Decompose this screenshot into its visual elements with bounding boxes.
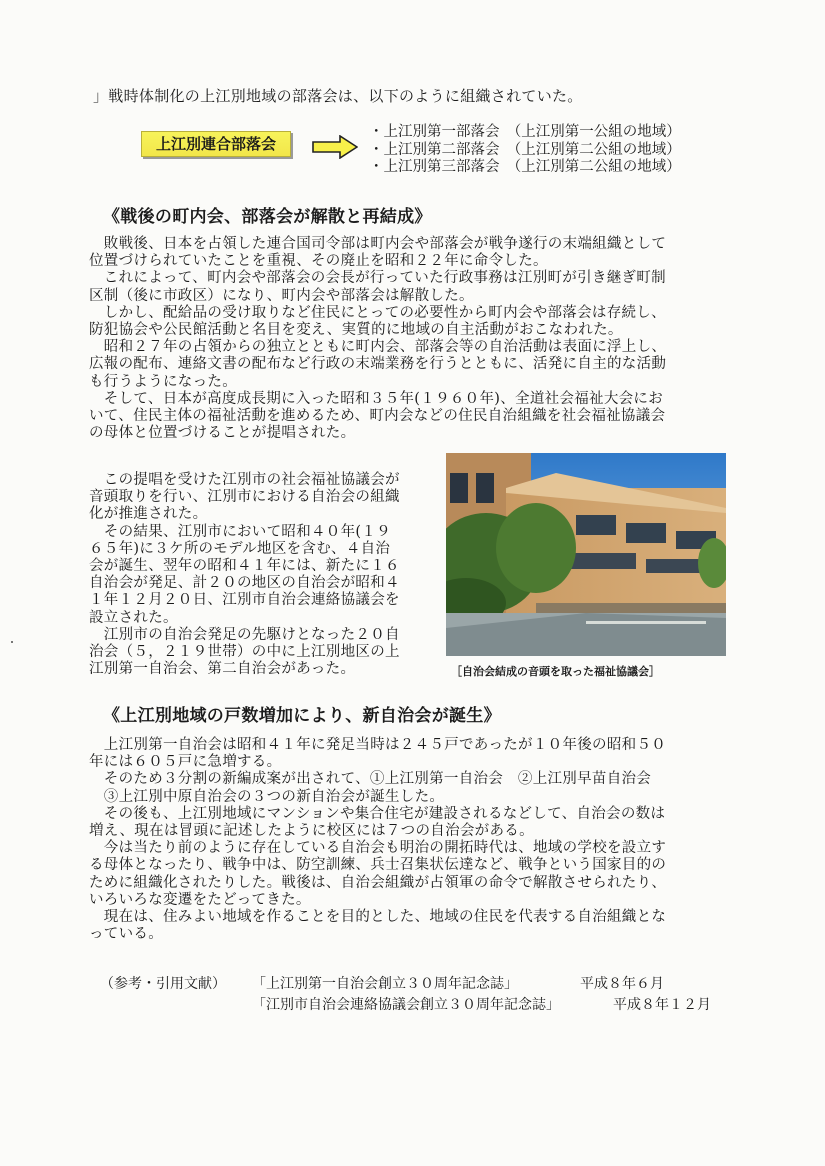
reference-title: 「上江別第一自治会創立３０周年記念誌」 xyxy=(252,976,518,992)
section2-body xyxy=(89,737,666,943)
section-heading-new-associations: 《上江別地域の戸数増加により、新自治会が誕生》 xyxy=(103,706,501,726)
references-label: （参考・引用文献） xyxy=(100,976,226,992)
body-line: そのため３分割の新編成案が出されて、①上江別第一自治会 ②上江別早苗自治会 xyxy=(89,771,652,788)
intro-text: 」戦時体制化の上江別地域の部落会は、以下のように組織されていた。 xyxy=(93,87,583,105)
body-line: その結果、江別市において昭和４０年(１９ xyxy=(89,523,391,540)
body-line: 設立された。 xyxy=(89,609,178,626)
body-line: 位置づけられていたことを重視、その廃止を昭和２２年に命令した。 xyxy=(89,253,548,270)
sub-org-item: ・上江別第一部落会 （上江別第一公組の地域） xyxy=(369,124,681,140)
right-arrow-icon xyxy=(312,135,358,159)
sub-org-list xyxy=(369,124,681,177)
reference-title: 「江別市自治会連絡協議会創立３０周年記念誌」 xyxy=(252,997,560,1013)
body-line: る母体となったり、戦争中は、防空訓練、兵士召集状伝達など、戦争という国家目的の xyxy=(89,857,667,874)
body-line: いろいろな変遷をたどってきた。 xyxy=(89,891,311,908)
body-line: 音頭取りを行い、江別市における自治会の組織 xyxy=(89,489,400,506)
body-line: 昭和２７年の占領からの独立とともに町内会、部落会等の自治活動は表面に浮上し、 xyxy=(89,339,667,356)
body-line: 治会（５，２１９世帯）の中に上江別地区の上 xyxy=(89,644,400,661)
body-line: 防犯協会や公民館活動と名目を変え、実質的に地域の自主活動がおこなわれた。 xyxy=(89,322,623,339)
body-line: 広報の配布、連絡文書の配布など行政の末端業務を行うとともに、活発に自主的な活動 xyxy=(89,356,667,373)
body-line: その後も、上江別地域にマンションや集合住宅が建設されるなどして、自治会の数は xyxy=(89,805,666,822)
reference-date: 平成８年１２月 xyxy=(613,997,711,1013)
body-line: ③上江別中原自治会の３つの新自治会が誕生した。 xyxy=(89,788,445,805)
section1-body xyxy=(89,236,666,442)
sub-org-item: ・上江別第三部落会 （上江別第二公組の地域） xyxy=(369,159,681,175)
body-line: 自治会が発足、計２０の地区の自治会が昭和４ xyxy=(89,575,400,592)
building-photo-drawing xyxy=(446,453,726,656)
body-line: 増え、現在は冒頭に記述したように校区には７つの自治会がある。 xyxy=(89,823,534,840)
body-line: ６５年)に３ケ所のモデル地区を含む、４自治 xyxy=(89,540,391,557)
body-line: 区制（後に市政区）になり、町内会や部落会は解散した。 xyxy=(89,287,474,304)
body-line: しかし、配給品の受け取りなど住民にとっての必要性から町内会や部落会は存続し、 xyxy=(89,304,666,321)
body-line: ために組織化されたりした。戦後は、自治会組織が占領軍の命令で解散させられたり、 xyxy=(89,874,667,891)
photo-caption: ［自治会結成の音頭を取った福祉協議会］ xyxy=(451,665,660,678)
body-line: の母体と位置づけることが提唱された。 xyxy=(89,425,356,442)
body-line: 現在は、住みよい地域を作ることを目的とした、地域の住民を代表する自治組織とな xyxy=(89,909,667,926)
body-line: 江別第一自治会、第二自治会があった。 xyxy=(89,661,356,678)
section-heading-postwar: 《戦後の町内会、部落会が解散と再結成》 xyxy=(103,207,432,227)
body-line: 敗戦後、日本を占領した連合国司令部は町内会や部落会が戦争遂行の末端組織として xyxy=(89,236,667,252)
body-line: 化が推進された。 xyxy=(89,506,208,523)
body-line: これによって、町内会や部落会の会長が行っていた行政事務は江別町が引き継ぎ町制 xyxy=(89,270,666,287)
scan-speck xyxy=(11,641,13,643)
body-line: １年１２月２０日、江別市自治会連絡協議会を xyxy=(89,592,400,609)
body-line: この提唱を受けた江別市の社会福祉協議会が xyxy=(89,472,400,488)
sub-org-item: ・上江別第二部落会 （上江別第二公組の地域） xyxy=(369,141,681,158)
body-line: 年には６０５戸に急増する。 xyxy=(89,754,282,771)
body-line: そして、日本が高度成長期に入った昭和３５年(１９６０年)、全道社会福祉大会にお xyxy=(89,390,664,407)
body-line: いて、住民主体の福祉活動を進めるため、町内会などの住民自治組織を社会福祉協議会 xyxy=(89,408,666,425)
body-line: も行うようになった。 xyxy=(89,373,237,390)
section1-narrow-body xyxy=(89,472,400,678)
body-line: 上江別第一自治会は昭和４１年に発足当時は２４５戸であったが１０年後の昭和５０ xyxy=(89,737,667,753)
body-line: っている。 xyxy=(89,926,163,943)
welfare-council-building-photo xyxy=(446,453,726,656)
body-line: 会が誕生、翌年の昭和４１年には、新たに１６ xyxy=(89,558,400,575)
org-label-box: 上江別連合部落会 xyxy=(141,131,291,157)
body-line: 今は当たり前のように存在している自治会も明治の開拓時代は、地域の学校を設立す xyxy=(89,840,667,857)
reference-date: 平成８年６月 xyxy=(580,976,664,992)
body-line: 江別市の自治会発足の先駆けとなった２０自 xyxy=(89,626,400,643)
